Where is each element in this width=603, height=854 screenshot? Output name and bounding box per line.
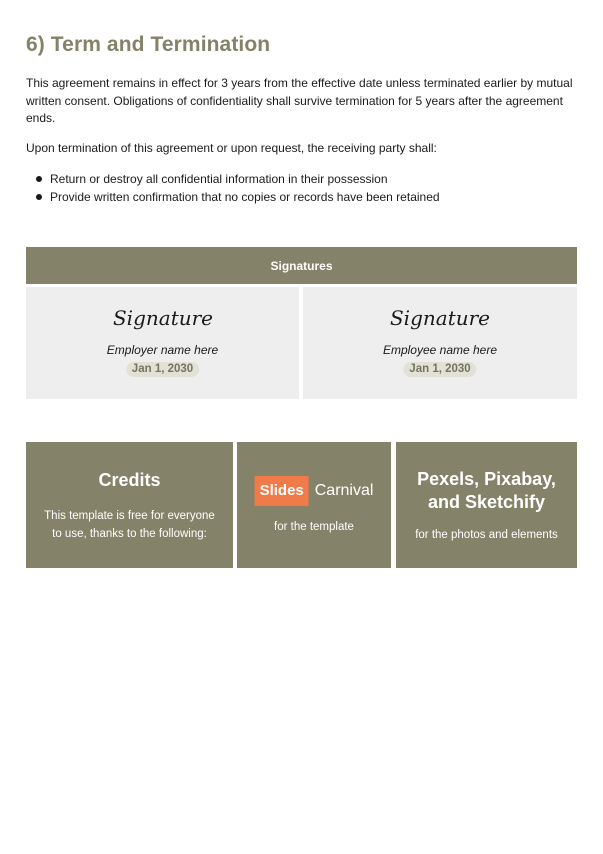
termination-obligations-list (26, 170, 440, 206)
signature-script-text: Signature (389, 306, 491, 330)
list-item (26, 170, 440, 188)
photos-credit-title-text: Pexels, Pixabay, and Sketchify (417, 469, 556, 512)
photos-credit-caption: for the photos and elements (415, 529, 558, 541)
credits-description-text: This template is free for everyone to use, thanks to the following: (44, 510, 215, 540)
employee-signature-date: Jan 1, 2030 (403, 362, 476, 377)
photos-credit-title (396, 468, 577, 514)
termination-paragraph: Upon termination of this agreement or upon request, the receiving party shall: (26, 141, 437, 155)
slidescarnival-logo-carnival: Carnival (314, 482, 374, 499)
list-item (26, 188, 440, 206)
term-paragraph: This agreement remains in effect for 3 years from the effective date unless terminated earlier by mutual written consent. Obligations of confidentiality shall survive termination for 5 years after the agreement ends. (26, 76, 573, 125)
slidescarnival-logo-slides: Slides (255, 476, 309, 506)
photos-credit-box (396, 442, 577, 568)
list-item-text: Return or destroy all confidential information in their possession (50, 172, 388, 186)
employer-signature-date: Jan 1, 2030 (126, 362, 199, 377)
signatures-header: Signatures (26, 247, 577, 284)
bullet-icon (36, 176, 42, 182)
slidescarnival-logo[interactable] (255, 476, 374, 506)
employee-signature-box (303, 287, 577, 399)
slidescarnival-credit-box (237, 442, 391, 568)
employer-signature-image (108, 301, 218, 335)
employer-signature-box (26, 287, 299, 399)
employee-signature-image (385, 301, 495, 335)
signature-script-text: Signature (112, 306, 213, 330)
employer-name: Employer name here (106, 343, 219, 357)
credits-description (26, 507, 233, 543)
section-title: 6) Term and Termination (26, 33, 271, 56)
bullet-icon (36, 194, 42, 200)
slidescarnival-caption: for the template (274, 521, 354, 533)
list-item-text: Provide written confirmation that no copies or records have been retained (50, 190, 440, 204)
employee-name: Employee name here (382, 343, 498, 357)
credits-box (26, 442, 233, 568)
credits-title: Credits (98, 470, 161, 490)
